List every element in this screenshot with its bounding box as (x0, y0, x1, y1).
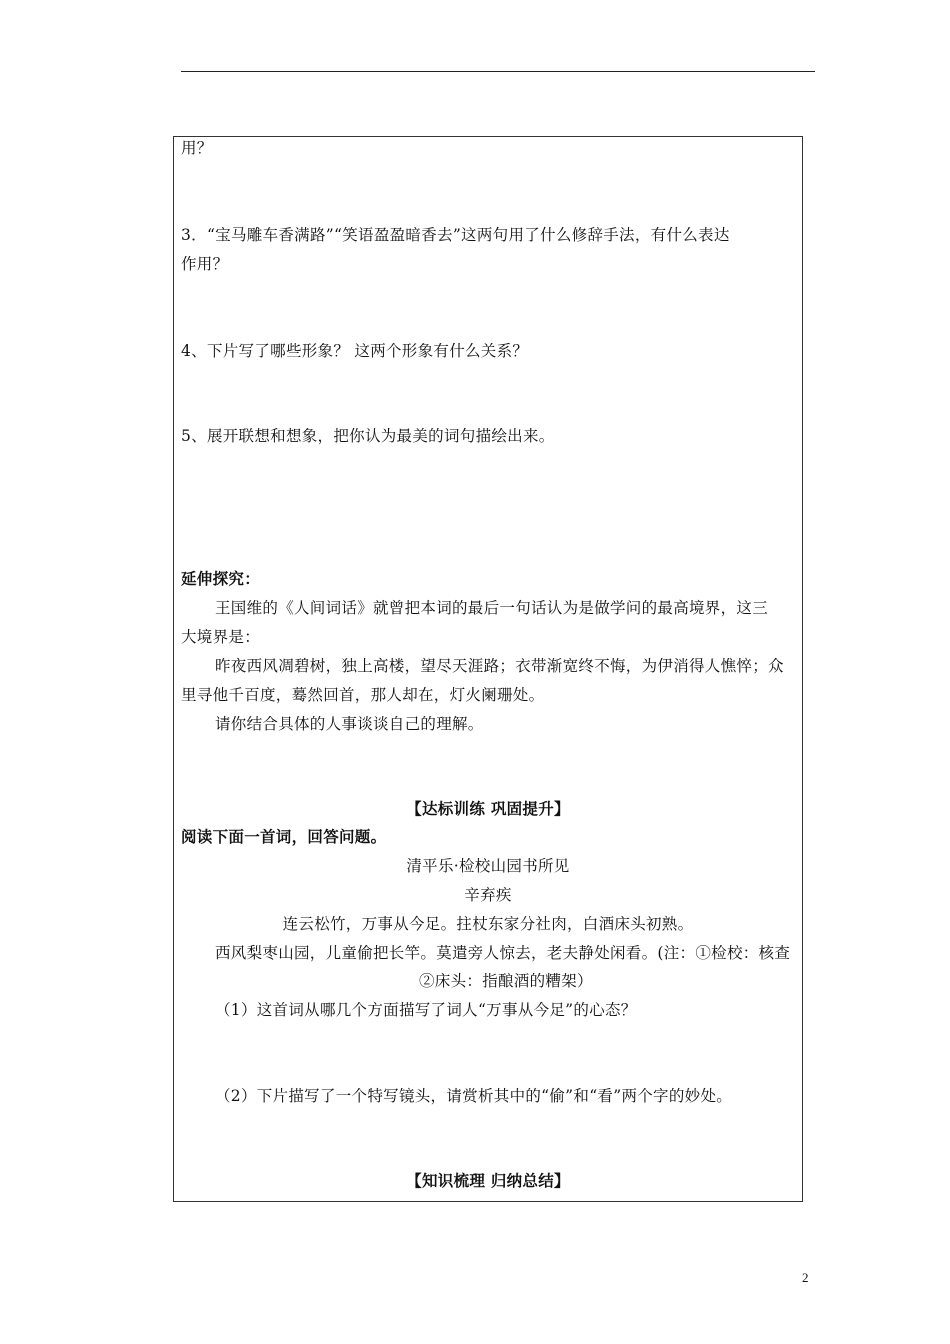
extension-paragraph-2-line-2: 里寻他千百度，蓦然回首，那人却在，灯火阑珊处。 (181, 686, 545, 704)
extension-paragraph-1-line-1: 王国维的《人间词话》就曾把本词的最后一句话认为是做学问的最高境界，这三 (215, 599, 769, 617)
poem-title: 清平乐·检校山园书所见 (406, 857, 570, 875)
training-instruction: 阅读下面一首词，回答问题。 (181, 828, 387, 846)
question-2-tail: 用？ (181, 139, 213, 157)
question-5: 5、展开联想和想象，把你认为最美的词句描绘出来。 (181, 427, 555, 445)
page-number: 2 (802, 1270, 809, 1285)
extension-paragraph-3: 请你结合具体的人事谈谈自己的理解。 (215, 715, 484, 733)
question-3-line-2: 作用？ (181, 255, 229, 273)
poem-author: 辛弃疾 (464, 886, 512, 904)
poem-note-2: ②床头：指酿酒的糟架） (419, 972, 593, 990)
training-heading: 【达标训练 巩固提升】 (406, 800, 570, 818)
question-3-line-1: 3．“宝马雕车香满路”“笑语盈盈暗香去”这两句用了什么修辞手法，有什么表达 (181, 226, 730, 244)
extension-paragraph-2-line-1: 昨夜西风凋碧树，独上高楼，望尽天涯路；衣带渐宽终不悔，为伊消得人憔悴；众 (215, 657, 784, 675)
training-question-1: （1）这首词从哪几个方面描写了词人“万事从今足”的心态？ (215, 1001, 637, 1019)
extension-paragraph-1-line-2: 大境界是： (181, 628, 261, 646)
extension-heading: 延伸探究： (181, 570, 261, 588)
training-question-2: （2）下片描写了一个特写镜头，请赏析其中的“偷”和“看”两个字的妙处。 (215, 1087, 733, 1105)
question-4: 4、下片写了哪些形象？ 这两个形象有什么关系？ (181, 342, 529, 360)
poem-line-1: 连云松竹，万事从今足。拄杖东家分社肉，白酒床头初熟。 (282, 915, 694, 933)
summary-heading: 【知识梳理 归纳总结】 (406, 1172, 570, 1190)
header-rule (181, 71, 815, 72)
poem-line-2: 西风梨枣山园，儿童偷把长竿。莫遣旁人惊去，老夫静处闲看。(注：①检校：核查 (215, 944, 791, 962)
